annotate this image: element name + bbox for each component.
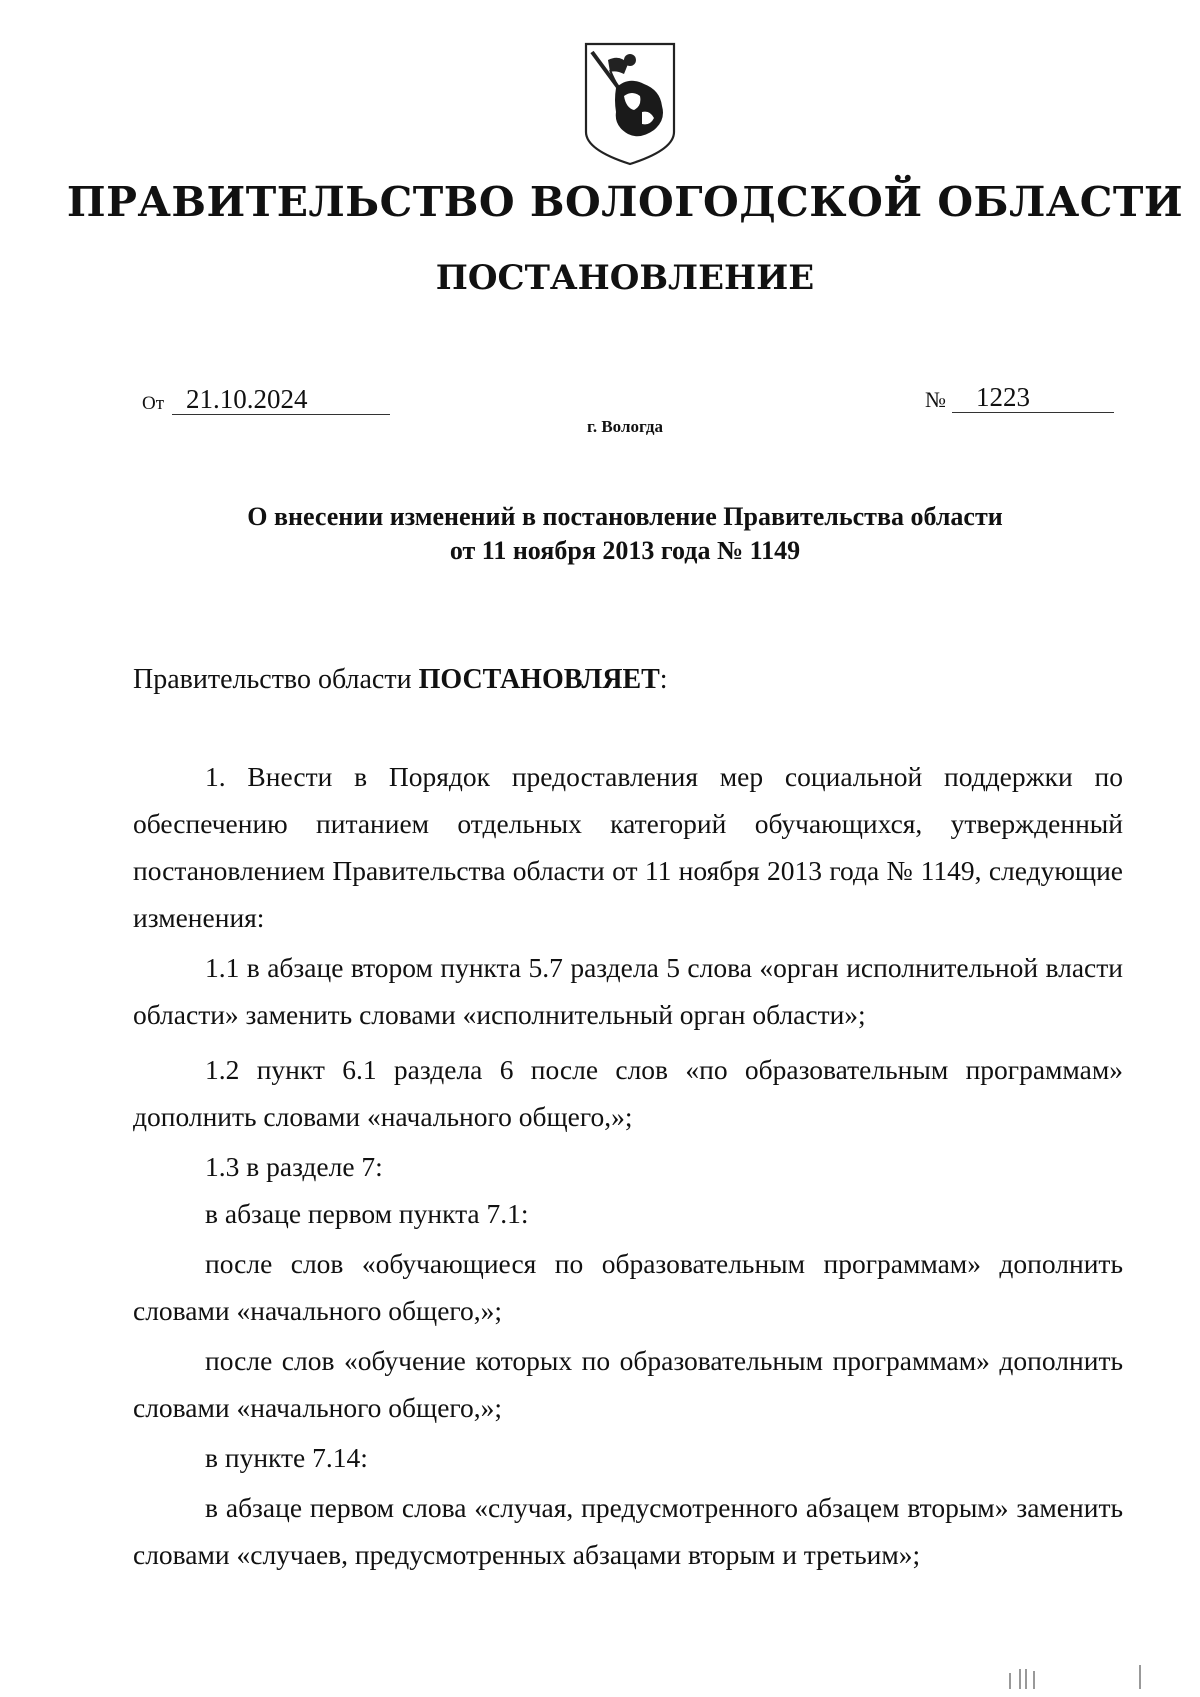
date-row — [142, 384, 390, 415]
coat-of-arms-emblem — [580, 40, 680, 168]
subject-line-2: от 11 ноября 2013 года № 1149 — [449, 536, 801, 565]
document-subject — [0, 500, 1200, 568]
paragraph-1-2: 1.2 пункт 6.1 раздела 6 после слов «по образовательным программам» дополнить словами «начального общего,»; — [133, 1054, 1123, 1132]
paragraph-after-words-2: после слов «обучение которых по образовательным программам» дополнить словами «начального общего,»; — [133, 1345, 1123, 1423]
preamble — [133, 664, 668, 696]
preamble-text: Правительство области — [133, 664, 419, 695]
paragraph-1: 1. Внести в Порядок предоставления мер социальной поддержки по обеспечению питанием отдельных категорий обучающихся, утвержденный постановлением Правительства области от 11 ноября 2013 года № 1149, следующие изменения: — [133, 761, 1123, 933]
paragraph-after-words-1: после слов «обучающиеся по образовательным программам» дополнить словами «начального общего,»; — [133, 1248, 1123, 1326]
paragraph-abzac-first: в абзаце первом слова «случая, предусмотренного абзацем вторым» заменить словами «случаев, предусмотренных абзацами вторым и третьим»; — [133, 1492, 1123, 1570]
paragraph-1-3: 1.3 в разделе 7: — [205, 1151, 383, 1182]
number-row — [925, 382, 1114, 413]
date-label: От — [142, 393, 165, 414]
paragraph-7-1: в абзаце первом пункта 7.1: — [205, 1198, 529, 1229]
paragraph-1-1: 1.1 в абзаце втором пункта 5.7 раздела 5 слова «орган исполнительной власти области» заменить словами «исполнительный орган области»; — [133, 952, 1123, 1030]
paragraph-7-14: в пункте 7.14: — [205, 1442, 368, 1473]
document-number: 1223 — [952, 382, 1114, 413]
subject-line-1: О внесении изменений в постановление Правительства области — [247, 502, 1003, 531]
preamble-tail: : — [659, 664, 668, 695]
city-name: г. Вологда — [587, 417, 663, 436]
number-label: № — [925, 387, 946, 412]
preamble-emphasis: ПОСТАНОВЛЯЕТ — [418, 664, 660, 695]
document-type: ПОСТАНОВЛЕНИЕ — [435, 258, 815, 298]
document-body — [133, 753, 1123, 1578]
scan-marks — [990, 1665, 1150, 1689]
document-date: 21.10.2024 — [172, 384, 390, 415]
government-title: ПРАВИТЕЛЬСТВО ВОЛОГОДСКОЙ ОБЛАСТИ — [66, 178, 1184, 226]
